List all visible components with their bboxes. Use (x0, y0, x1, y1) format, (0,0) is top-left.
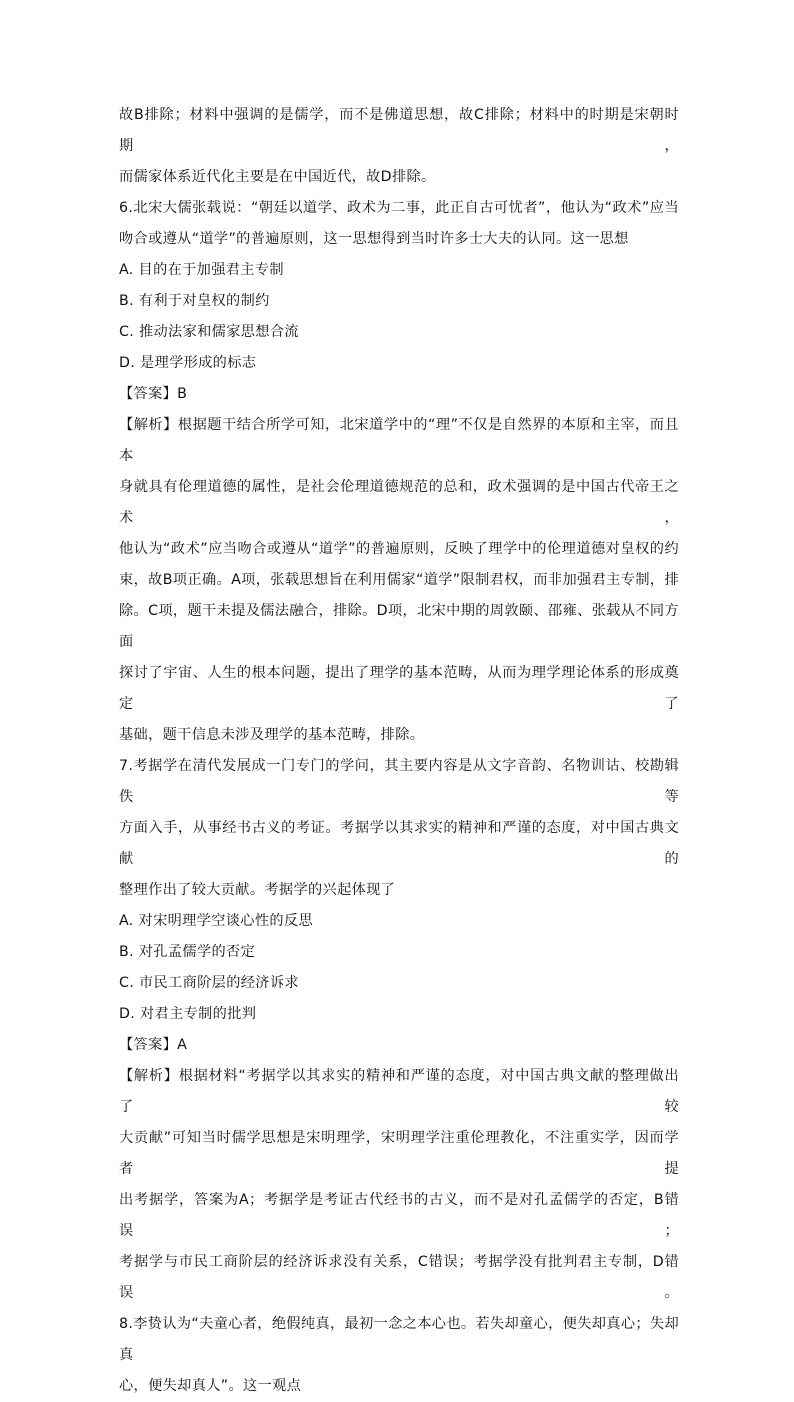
question-6-stem: 吻合或遵从“道学”的普遍原则，这一思想得到当时许多士大夫的认同。这一思想 (119, 231, 629, 247)
question-6-analysis: 除。C项，题干未提及儒法融合，排除。D项，北宋中期的周敦颐、邵雍、张载从不同方面 (119, 603, 679, 650)
document-body (119, 100, 679, 1402)
question-6-option-b: B. 有利于对皇权的制约 (119, 293, 270, 309)
text-line: 而儒家体系近代化主要是在中国近代，故D排除。 (119, 169, 436, 185)
question-6-analysis: 【解析】根据题干结合所学可知，北宋道学中的“理”不仅是自然界的本原和主宰，而且本 (119, 417, 679, 464)
question-7-option-d: D. 对君主专制的批判 (119, 1006, 257, 1022)
question-7-stem: 7.考据学在清代发展成一门专门的学问，其主要内容是从文字音韵、名物训诂、校勘辑佚等 (119, 758, 679, 805)
question-6-option-d: D. 是理学形成的标志 (119, 355, 257, 371)
question-7-analysis: 【解析】根据材料“考据学以其求实的精神和严谨的态度，对中国古典文献的整理做出了较 (119, 1068, 679, 1115)
question-8-stem: 心，便失却真人”。这一观点 (119, 1378, 302, 1394)
text-line: 故B排除；材料中强调的是儒学，而不是佛道思想，故C排除；材料中的时期是宋朝时期， (119, 107, 679, 154)
question-6-analysis: 基础，题干信息未涉及理学的基本范畴，排除。 (119, 727, 425, 743)
question-6-option-a: A. 目的在于加强君主专制 (119, 262, 284, 278)
question-7-analysis: 考据学与市民工商阶层的经济诉求没有关系，C错误；考据学没有批判君主专制，D错误。 (119, 1254, 679, 1301)
question-7-option-b: B. 对孔孟儒学的否定 (119, 944, 256, 960)
question-6-analysis: 他认为“政术”应当吻合或遵从“道学”的普遍原则，反映了理学中的伦理道德对皇权的约 (119, 541, 679, 557)
question-7-stem: 方面入手，从事经书古义的考证。考据学以其求实的精神和严谨的态度，对中国古典文献的 (119, 820, 679, 867)
question-8-stem: 8.李贽认为“夫童心者，绝假纯真，最初一念之本心也。若失却童心，便失却真心；失却真 (119, 1316, 679, 1363)
question-7-stem: 整理作出了较大贡献。考据学的兴起体现了 (119, 882, 396, 898)
question-6-analysis: 身就具有伦理道德的属性，是社会伦理道德规范的总和，政术强调的是中国古代帝王之术， (119, 479, 679, 526)
document-page (119, 100, 679, 1402)
question-7-option-c: C. 市民工商阶层的经济诉求 (119, 975, 299, 991)
question-6-analysis: 束，故B项正确。A项，张载思想旨在利用儒家“道学”限制君权，而非加强君主专制，排 (119, 572, 679, 588)
question-6-answer: 【答案】B (119, 386, 188, 402)
question-7-answer: 【答案】A (119, 1037, 188, 1053)
question-6-stem: 6.北宋大儒张载说：“朝廷以道学、政术为二事，此正自古可忧者”，他认为“政术”应当 (119, 200, 679, 216)
question-6-option-c: C. 推动法家和儒家思想合流 (119, 324, 299, 340)
question-7-analysis: 出考据学，答案为A；考据学是考证古代经书的古义，而不是对孔孟儒学的否定，B错误； (119, 1192, 679, 1239)
question-7-analysis: 大贡献”可知当时儒学思想是宋明理学，宋明理学注重伦理教化，不注重实学，因而学者提 (119, 1130, 679, 1177)
question-7-option-a: A. 对宋明理学空谈心性的反思 (119, 913, 313, 929)
question-6-analysis: 探讨了宇宙、人生的根本问题，提出了理学的基本范畴，从而为理学理论体系的形成奠定了 (119, 665, 679, 712)
